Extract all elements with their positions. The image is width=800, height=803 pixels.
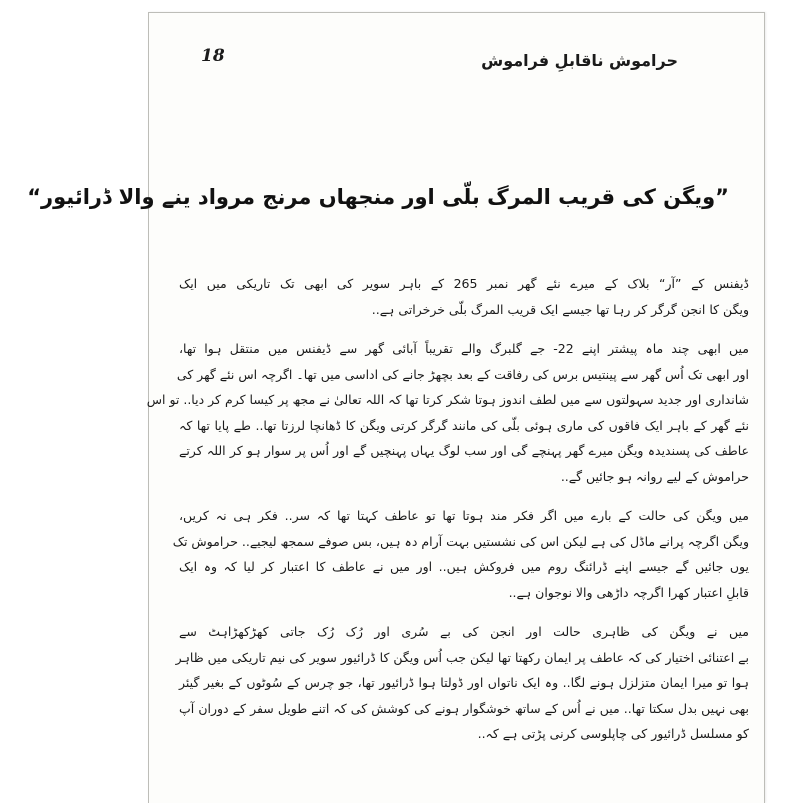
- chapter-title: ”ویگن کی قریب المرگ بلّی اور منجھاں مرنج مرواد ینے والا ڈرائیور“: [27, 185, 729, 209]
- text-line: بھی نہیں بدل سکتا تھا.. میں نے اُس کے ساتھ خوشگوار ہونے کی کوشش کی کہ اتنے طویل سفر کے دوران آپ: [179, 700, 749, 716]
- text-line: یوں جائیں گے جیسے اپنے ڈرائنگ روم میں فروکش ہیں.. اور میں نے عاطف کا اعتبار کر لیا کہ وہ ایک: [179, 559, 749, 574]
- text-line: میں ابھی چند ماہ پیشتر اپنے 22- جے گلبرگ والے تقریباً آبائی گھر سے ڈیفنس میں منتقل ہوا تھا،: [179, 341, 749, 356]
- text-line: اور ابھی تک اُس گھر سے پینتیس برس کی رفاقت کے بعد بچھڑ جانے کی اداسی میں تھا۔ اگرچہ اس نئے گھر کی: [176, 366, 749, 382]
- text-line: بے اعتنائی اختیار کی کہ عاطف پر ایمان رکھتا تھا لیکن جب اُس ویگن کا ڈرائیور سویر کی نیم تاریکی میں ظاہر: [175, 649, 749, 665]
- text-line: شانداری اور جدید سہولتوں سے میں لطف اندوز ہوتا شکر کرتا تھا کہ اللہ تعالیٰ نے مجھ پر کیسا کرم کر دیا.. تو اس: [146, 392, 749, 407]
- text-line: کو مسلسل ڈرائیور کی چاپلوسی کرنی پڑتی ہے کہ..: [477, 726, 749, 741]
- text-line: نئے گھر کے باہر ایک فاقوں کی ماری ہوئی بلّی کی مانند گرگر کرتی ویگن کا ڈھانچا لرزتا تھا.. طے پایا تھا کہ: [179, 417, 749, 433]
- text-line: ڈیفنس کے ”آر“ بلاک کے میرے نئے گھر نمبر 265 کے باہر سویر کی ابھی تک تاریکی میں ایک: [179, 276, 749, 291]
- page-number: 18: [201, 46, 225, 66]
- text-line: میں نے ویگن کی ظاہری حالت اور انجن کی بے سُری اور رُک رُک جاتی کھڑکھڑاہٹ سے: [179, 624, 749, 639]
- paragraph-3: [172, 503, 749, 605]
- text-line: حراموش کے لیے روانہ ہو جائیں گے..: [560, 468, 749, 484]
- text-line: ویگن اگرچہ پرانے ماڈل کی ہے لیکن اس کی نشستیں بہت آرام دہ ہیں، بس صوفے سمجھ لیجیے.. حراموش تک: [172, 533, 749, 549]
- text-line: عاطف کی پسندیدہ ویگن میرے گھر پہنچے گی اور سب لوگ یہاں پہنچیں گے اور اُس پر سوار ہو کر اللہ کرتے: [179, 443, 749, 458]
- text-line: ویگن کا انجن گرگر کر رہا تھا جیسے ایک قریب المرگ بلّی خرخراتی ہے..: [371, 301, 749, 317]
- chapter-body: [146, 271, 749, 761]
- book-page: [27, 12, 765, 803]
- paragraph-1: [179, 271, 749, 322]
- paragraph-2: [146, 336, 749, 489]
- text-line: میں ویگن کی حالت کے بارے میں اگر فکر مند ہوتا تھا تو عاطف کہتا تھا کہ سر.. فکر ہی نہ کریں،: [179, 508, 749, 523]
- text-line: قابلِ اعتبار کھرا اگرچہ داڑھی والا نوجوان ہے..: [508, 584, 749, 600]
- paragraph-4: [175, 619, 749, 747]
- running-head: حراموش ناقابلِ فراموش: [481, 51, 678, 70]
- text-line: ہوا تو میرا ایمان متزلزل ہونے لگا.. وہ ایک ناتواں اور ڈولتا ہوا ڈرائیور تھا، جو چرس کے سُوٹوں کے بغیر گیئر: [179, 675, 749, 690]
